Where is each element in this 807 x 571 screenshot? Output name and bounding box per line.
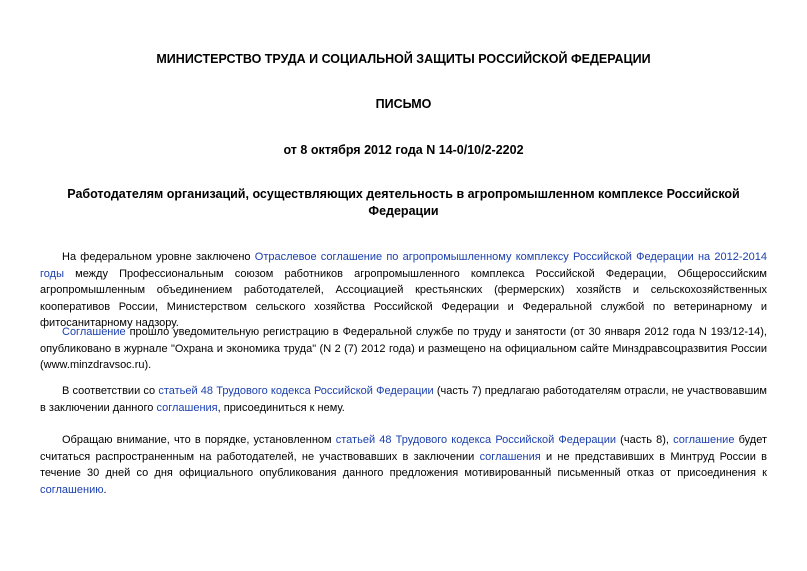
- paragraph-text: будет считаться распространенным на работодателей, не участвовавших в заключении: [40, 434, 767, 463]
- paragraph-text: Обращаю внимание, что в порядке, установленном: [62, 434, 336, 446]
- agreement-link[interactable]: соглашения: [156, 401, 218, 414]
- paragraph-text: (часть 8),: [616, 434, 674, 446]
- paragraph-text: На федеральном уровне заключено: [62, 251, 255, 263]
- agreement-link[interactable]: соглашения: [479, 450, 541, 463]
- paragraph-3: [40, 383, 767, 416]
- document-type: ПИСЬМО: [375, 97, 432, 111]
- labor-code-article-48-link[interactable]: статьей 48 Трудового кодекса Российской Федерации: [158, 385, 434, 397]
- paragraph-text: и не представивших в Минтруд России в течение 30 дней со дня официального опубликования данного предложения мотивированный письменный отказ от присоединения к: [40, 450, 767, 479]
- addressee-heading: Работодателям организаций, осуществляющих деятельность в агропромышленном комплексе Российской Федерации: [67, 187, 740, 218]
- paragraph-1: [40, 249, 767, 332]
- document-date-number: от 8 октября 2012 года N 14-0/10/2-2202: [283, 143, 524, 157]
- agreement-link[interactable]: соглашение: [673, 434, 735, 446]
- paragraph-text: .: [103, 483, 107, 496]
- agreement-link[interactable]: соглашению: [40, 483, 104, 496]
- agreement-link[interactable]: Соглашение: [62, 326, 126, 338]
- agreement-title-link[interactable]: Отраслевое соглашение по агропромышленному комплексу Российской Федерации на 2012-2014 годы: [40, 251, 767, 280]
- paragraph-4: [40, 432, 767, 498]
- labor-code-article-48-link[interactable]: статьей 48 Трудового кодекса Российской Федерации: [335, 434, 617, 446]
- paragraph-text: между Профессиональным союзом работников агропромышленного комплекса Российской Федерации, Общероссийским агропромышленным объединением работодателей, Ассоциацией крестьянских (фермерских) хозяйств и сельскохозяйственных кооперативов России, Министерством сельского хозяйства Российской Федерации и Федеральной службой по ветеринарному и фитосанитарному надзору.: [40, 267, 767, 329]
- paragraph-text: прошло уведомительную регистрацию в Федеральной службе по труду и занятости (от 30 января 2012 года N 193/12-14), опубликовано в журнале "Охрана и экономика труда" (N 2 (7) 2012 года) и размещено на официальном сайте Минздравсоцразвития России (www.minzdravsoc.ru).: [40, 326, 767, 371]
- paragraph-2: [40, 324, 767, 374]
- paragraph-text: В соответствии со: [62, 385, 159, 397]
- ministry-title: МИНИСТЕРСТВО ТРУДА И СОЦИАЛЬНОЙ ЗАЩИТЫ РОССИЙСКОЙ ФЕДЕРАЦИИ: [156, 52, 651, 66]
- paragraph-text: (часть 7) предлагаю работодателям отрасли, не участвовавшим в заключении данного: [40, 385, 767, 414]
- paragraph-text: , присоединиться к нему.: [217, 401, 345, 414]
